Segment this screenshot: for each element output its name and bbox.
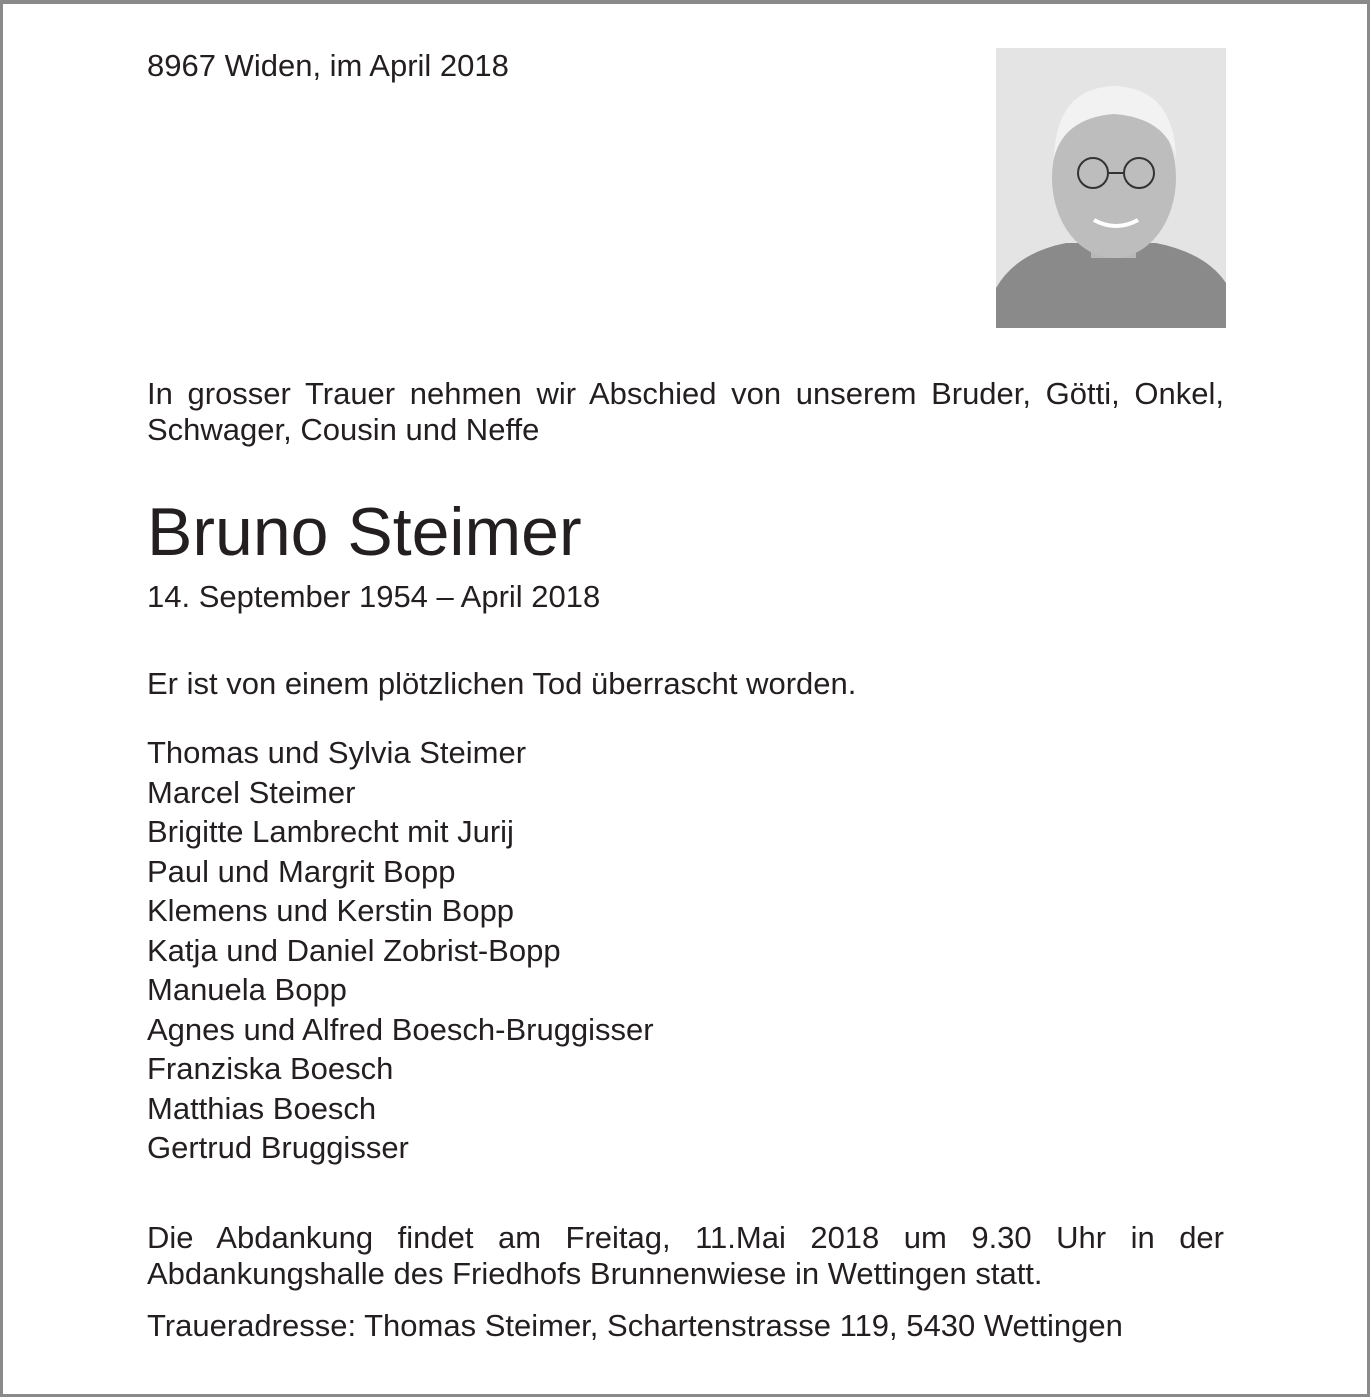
ceremony-info: Die Abdankung findet am Freitag, 11.Mai 2018 um 9.30 Uhr in der Abdankungshalle des Friedhofs Brunnenwiese in Wettingen statt. xyxy=(147,1220,1224,1291)
life-dates: 14. September 1954 – April 2018 xyxy=(147,579,601,614)
mourner: Klemens und Kerstin Bopp xyxy=(147,893,515,928)
mourners-list xyxy=(147,733,654,1168)
portrait-photo xyxy=(996,48,1226,328)
mourner: Agnes und Alfred Boesch-Bruggisser xyxy=(147,1011,654,1047)
deceased-name: Bruno Steimer xyxy=(147,494,582,570)
mourner: Marcel Steimer xyxy=(147,774,356,810)
mourner: Thomas und Sylvia Steimer xyxy=(147,735,527,770)
intro-text: In grosser Trauer nehmen wir Abschied von unserem Bruder, Götti, Onkel, Schwager, Cousin und Neffe xyxy=(147,376,1224,447)
mourner: Gertrud Bruggisser xyxy=(147,1130,409,1165)
mourner: Paul und Margrit Bopp xyxy=(147,853,456,889)
mourner: Franziska Boesch xyxy=(147,1051,394,1086)
mourner: Matthias Boesch xyxy=(147,1090,377,1126)
place-date: 8967 Widen, im April 2018 xyxy=(147,48,509,83)
mourner: Brigitte Lambrecht mit Jurij xyxy=(147,814,514,849)
mourner: Manuela Bopp xyxy=(147,972,347,1007)
mourner: Katja und Daniel Zobrist-Bopp xyxy=(147,932,561,968)
statement: Er ist von einem plötzlichen Tod überrascht worden. xyxy=(147,666,857,701)
mourning-address: Traueradresse: Thomas Steimer, Schartenstrasse 119, 5430 Wettingen xyxy=(147,1308,1123,1343)
